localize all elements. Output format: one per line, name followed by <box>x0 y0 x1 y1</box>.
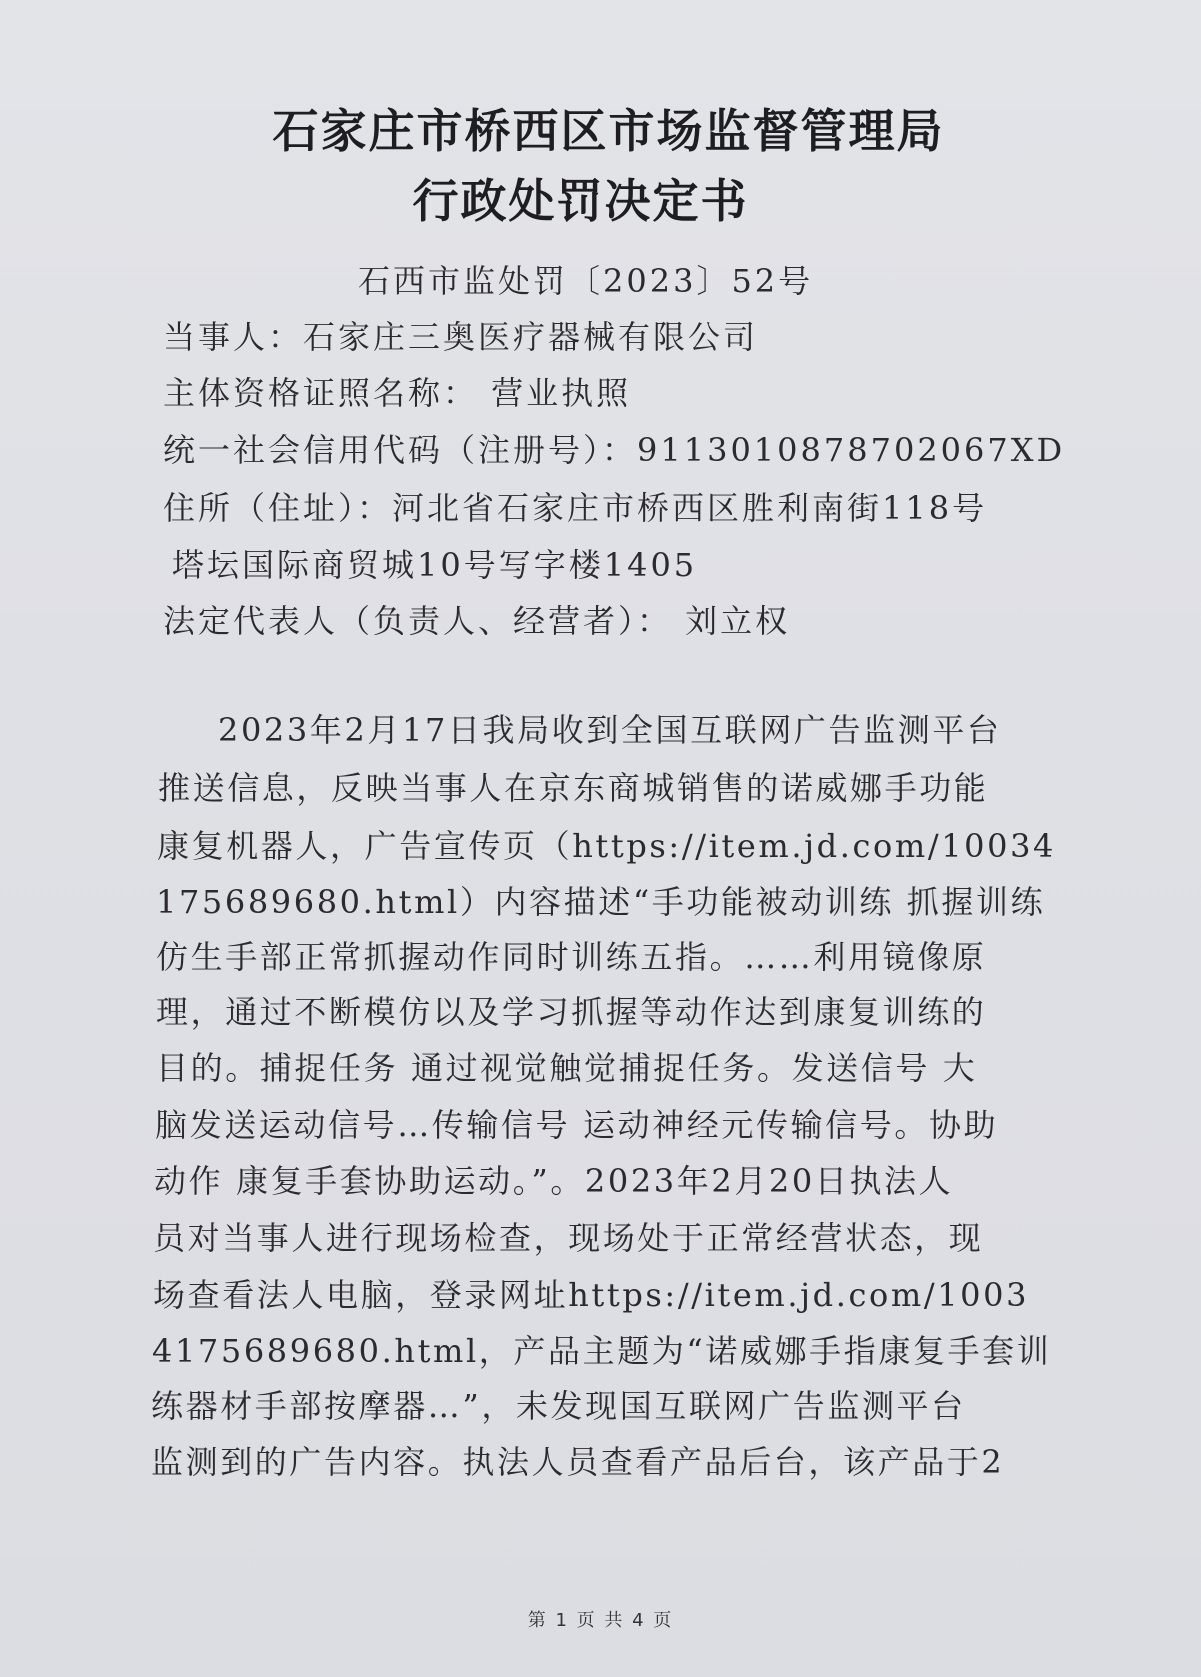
party-name: 当事人：石家庄三奥医疗器械有限公司 <box>163 318 759 356</box>
document-number: 石西市监处罚〔2023〕52号 <box>358 262 814 300</box>
body-line: 4175689680.html，产品主题为“诺威娜手指康复手套训 <box>152 1332 1052 1370</box>
party-credit-code: 统一社会信用代码（注册号）：9113010878702067XD <box>163 431 1066 469</box>
party-license-type: 主体资格证照名称： 营业执照 <box>163 374 632 412</box>
body-line: 康复机器人，广告宣传页（https://item.jd.com/10034 <box>157 827 1057 865</box>
party-legal-representative: 法定代表人（负责人、经营者）： 刘立权 <box>163 602 791 640</box>
document-title-agency: 石家庄市桥西区市场监督管理局 <box>272 104 945 158</box>
body-line: 仿生手部正常抓握动作同时训练五指。……利用镜像原 <box>156 938 987 976</box>
party-address-line2: 塔坛国际商贸城10号写字楼1405 <box>172 546 698 584</box>
body-line: 场查看法人电脑，登录网址https://item.jd.com/1003 <box>153 1276 1030 1314</box>
body-line: 2023年2月17日我局收到全国互联网广告监测平台 <box>218 711 1002 749</box>
body-line: 脑发送运动信号…传输信号 运动神经元传输信号。协助 <box>155 1106 999 1144</box>
party-address-line1: 住所（住址）：河北省石家庄市桥西区胜利南街118号 <box>163 489 988 527</box>
body-line: 175689680.html）内容描述“手功能被动训练 抓握训练 <box>156 883 1046 921</box>
body-line: 理，通过不断模仿以及学习抓握等动作达到康复训练的 <box>156 993 987 1031</box>
body-line: 员对当事人进行现场检查，现场处于正常经营状态，现 <box>153 1219 984 1257</box>
body-line: 目的。捕捉任务 通过视觉触觉捕捉任务。发送信号 大 <box>156 1049 978 1087</box>
document-title-type: 行政处罚决定书 <box>412 174 749 228</box>
page-number: 第 1 页 共 4 页 <box>527 1610 674 1631</box>
body-line: 推送信息，反映当事人在京东商城销售的诺威娜手功能 <box>158 769 989 807</box>
body-line: 练器材手部按摩器…”，未发现国互联网广告监测平台 <box>151 1387 966 1425</box>
body-line: 动作 康复手套协助运动。”。2023年2月20日执法人 <box>154 1162 954 1200</box>
body-line: 监测到的广告内容。执法人员查看产品后台，该产品于2 <box>151 1443 1005 1481</box>
